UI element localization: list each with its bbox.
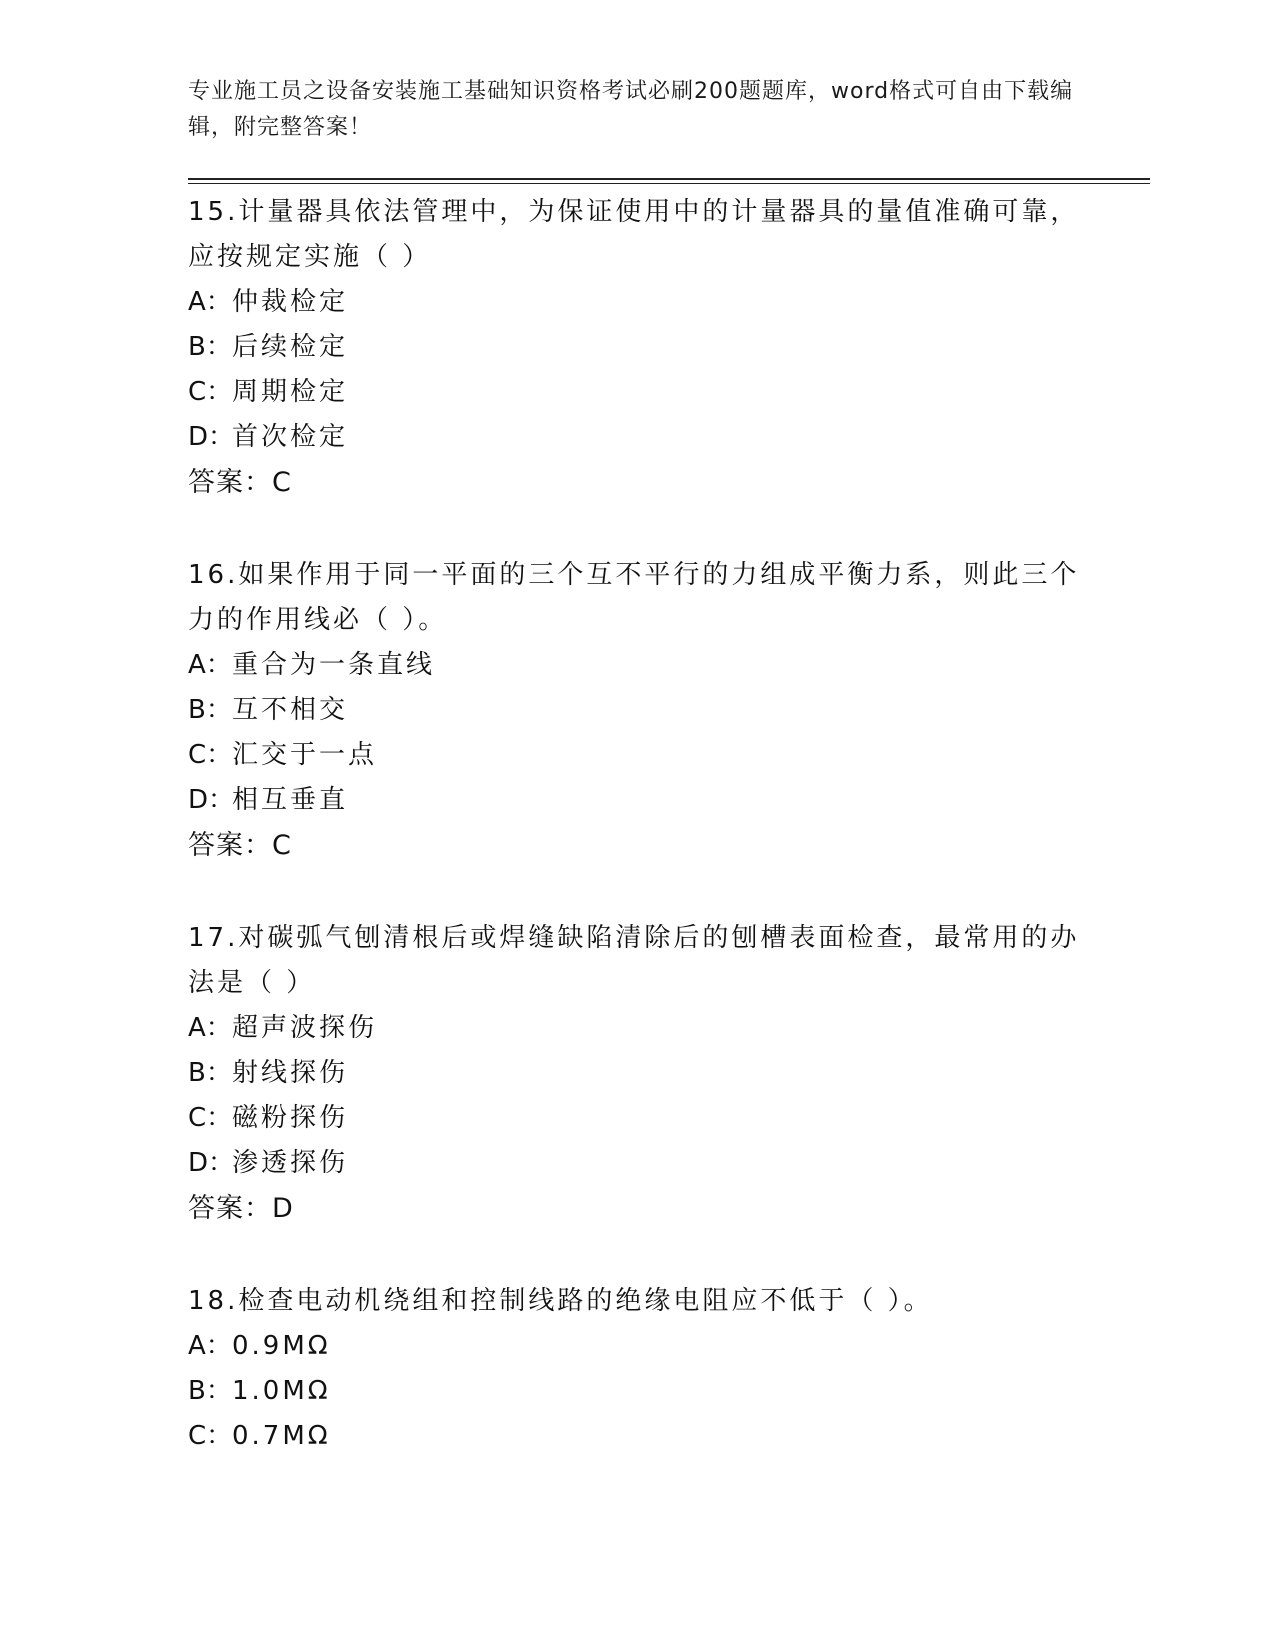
question-18	[188, 1279, 1088, 1459]
option-letter: A：	[188, 1013, 232, 1043]
option-text: 互不相交	[232, 695, 349, 725]
question-stem: 16.如果作用于同一平面的三个互不平行的力组成平衡力系，则此三个力的作用线必（ ）。	[188, 560, 1080, 635]
option-a	[188, 643, 1088, 688]
option-text: 1.0MΩ	[232, 1376, 331, 1406]
option-letter: A：	[188, 650, 232, 680]
option-text: 0.9MΩ	[232, 1331, 331, 1361]
option-letter: C：	[188, 1103, 233, 1133]
option-text: 汇交于一点	[232, 740, 378, 770]
question-17	[188, 916, 1088, 1231]
option-text: 超声波探伤	[232, 1013, 378, 1043]
option-letter: C：	[188, 740, 233, 770]
option-text: 重合为一条直线	[232, 650, 436, 680]
answer-line: 答案：C	[188, 830, 292, 861]
option-letter: B：	[188, 695, 232, 725]
answer-line: 答案：C	[188, 467, 292, 498]
option-letter: A：	[188, 1331, 232, 1361]
question-16	[188, 553, 1088, 868]
document-header: 专业施工员之设备安装施工基础知识资格考试必刷200题题库，word格式可自由下载编辑，附完整答案！	[188, 79, 1074, 140]
option-text: 渗透探伤	[232, 1148, 349, 1178]
option-letter: B：	[188, 1376, 232, 1406]
option-text: 后续检定	[232, 332, 349, 362]
option-c	[188, 1414, 1088, 1459]
option-letter: C：	[188, 377, 233, 407]
option-text: 相互垂直	[232, 785, 349, 815]
option-letter: D：	[188, 422, 235, 452]
question-15	[188, 190, 1088, 505]
option-d	[188, 1141, 1088, 1186]
option-letter: A：	[188, 287, 232, 317]
option-c	[188, 370, 1088, 415]
option-b	[188, 1369, 1088, 1414]
option-text: 周期检定	[232, 377, 349, 407]
option-b	[188, 688, 1088, 733]
question-stem: 17.对碳弧气刨清根后或焊缝缺陷清除后的刨槽表面检查，最常用的办法是（ ）	[188, 923, 1080, 998]
option-letter: B：	[188, 332, 232, 362]
option-text: 首次检定	[232, 422, 349, 452]
option-letter: C：	[188, 1421, 233, 1451]
option-letter: D：	[188, 1148, 235, 1178]
option-text: 磁粉探伤	[232, 1103, 349, 1133]
answer-line: 答案：D	[188, 1193, 294, 1224]
header-divider-thick	[188, 178, 1150, 180]
option-letter: B：	[188, 1058, 232, 1088]
option-letter: D：	[188, 785, 235, 815]
option-text: 射线探伤	[232, 1058, 349, 1088]
option-d	[188, 415, 1088, 460]
question-stem: 15.计量器具依法管理中，为保证使用中的计量器具的量值准确可靠，应按规定实施（ ）	[188, 197, 1080, 272]
option-a	[188, 1324, 1088, 1369]
question-list	[188, 190, 1088, 1507]
option-d	[188, 778, 1088, 823]
option-text: 仲裁检定	[232, 287, 349, 317]
option-a	[188, 280, 1088, 325]
option-b	[188, 1051, 1088, 1096]
option-c	[188, 1096, 1088, 1141]
option-c	[188, 733, 1088, 778]
question-stem: 18.检查电动机绕组和控制线路的绝缘电阻应不低于（ ）。	[188, 1286, 933, 1316]
option-a	[188, 1006, 1088, 1051]
header-divider-thin	[188, 183, 1150, 184]
option-b	[188, 325, 1088, 370]
option-text: 0.7MΩ	[232, 1421, 331, 1451]
